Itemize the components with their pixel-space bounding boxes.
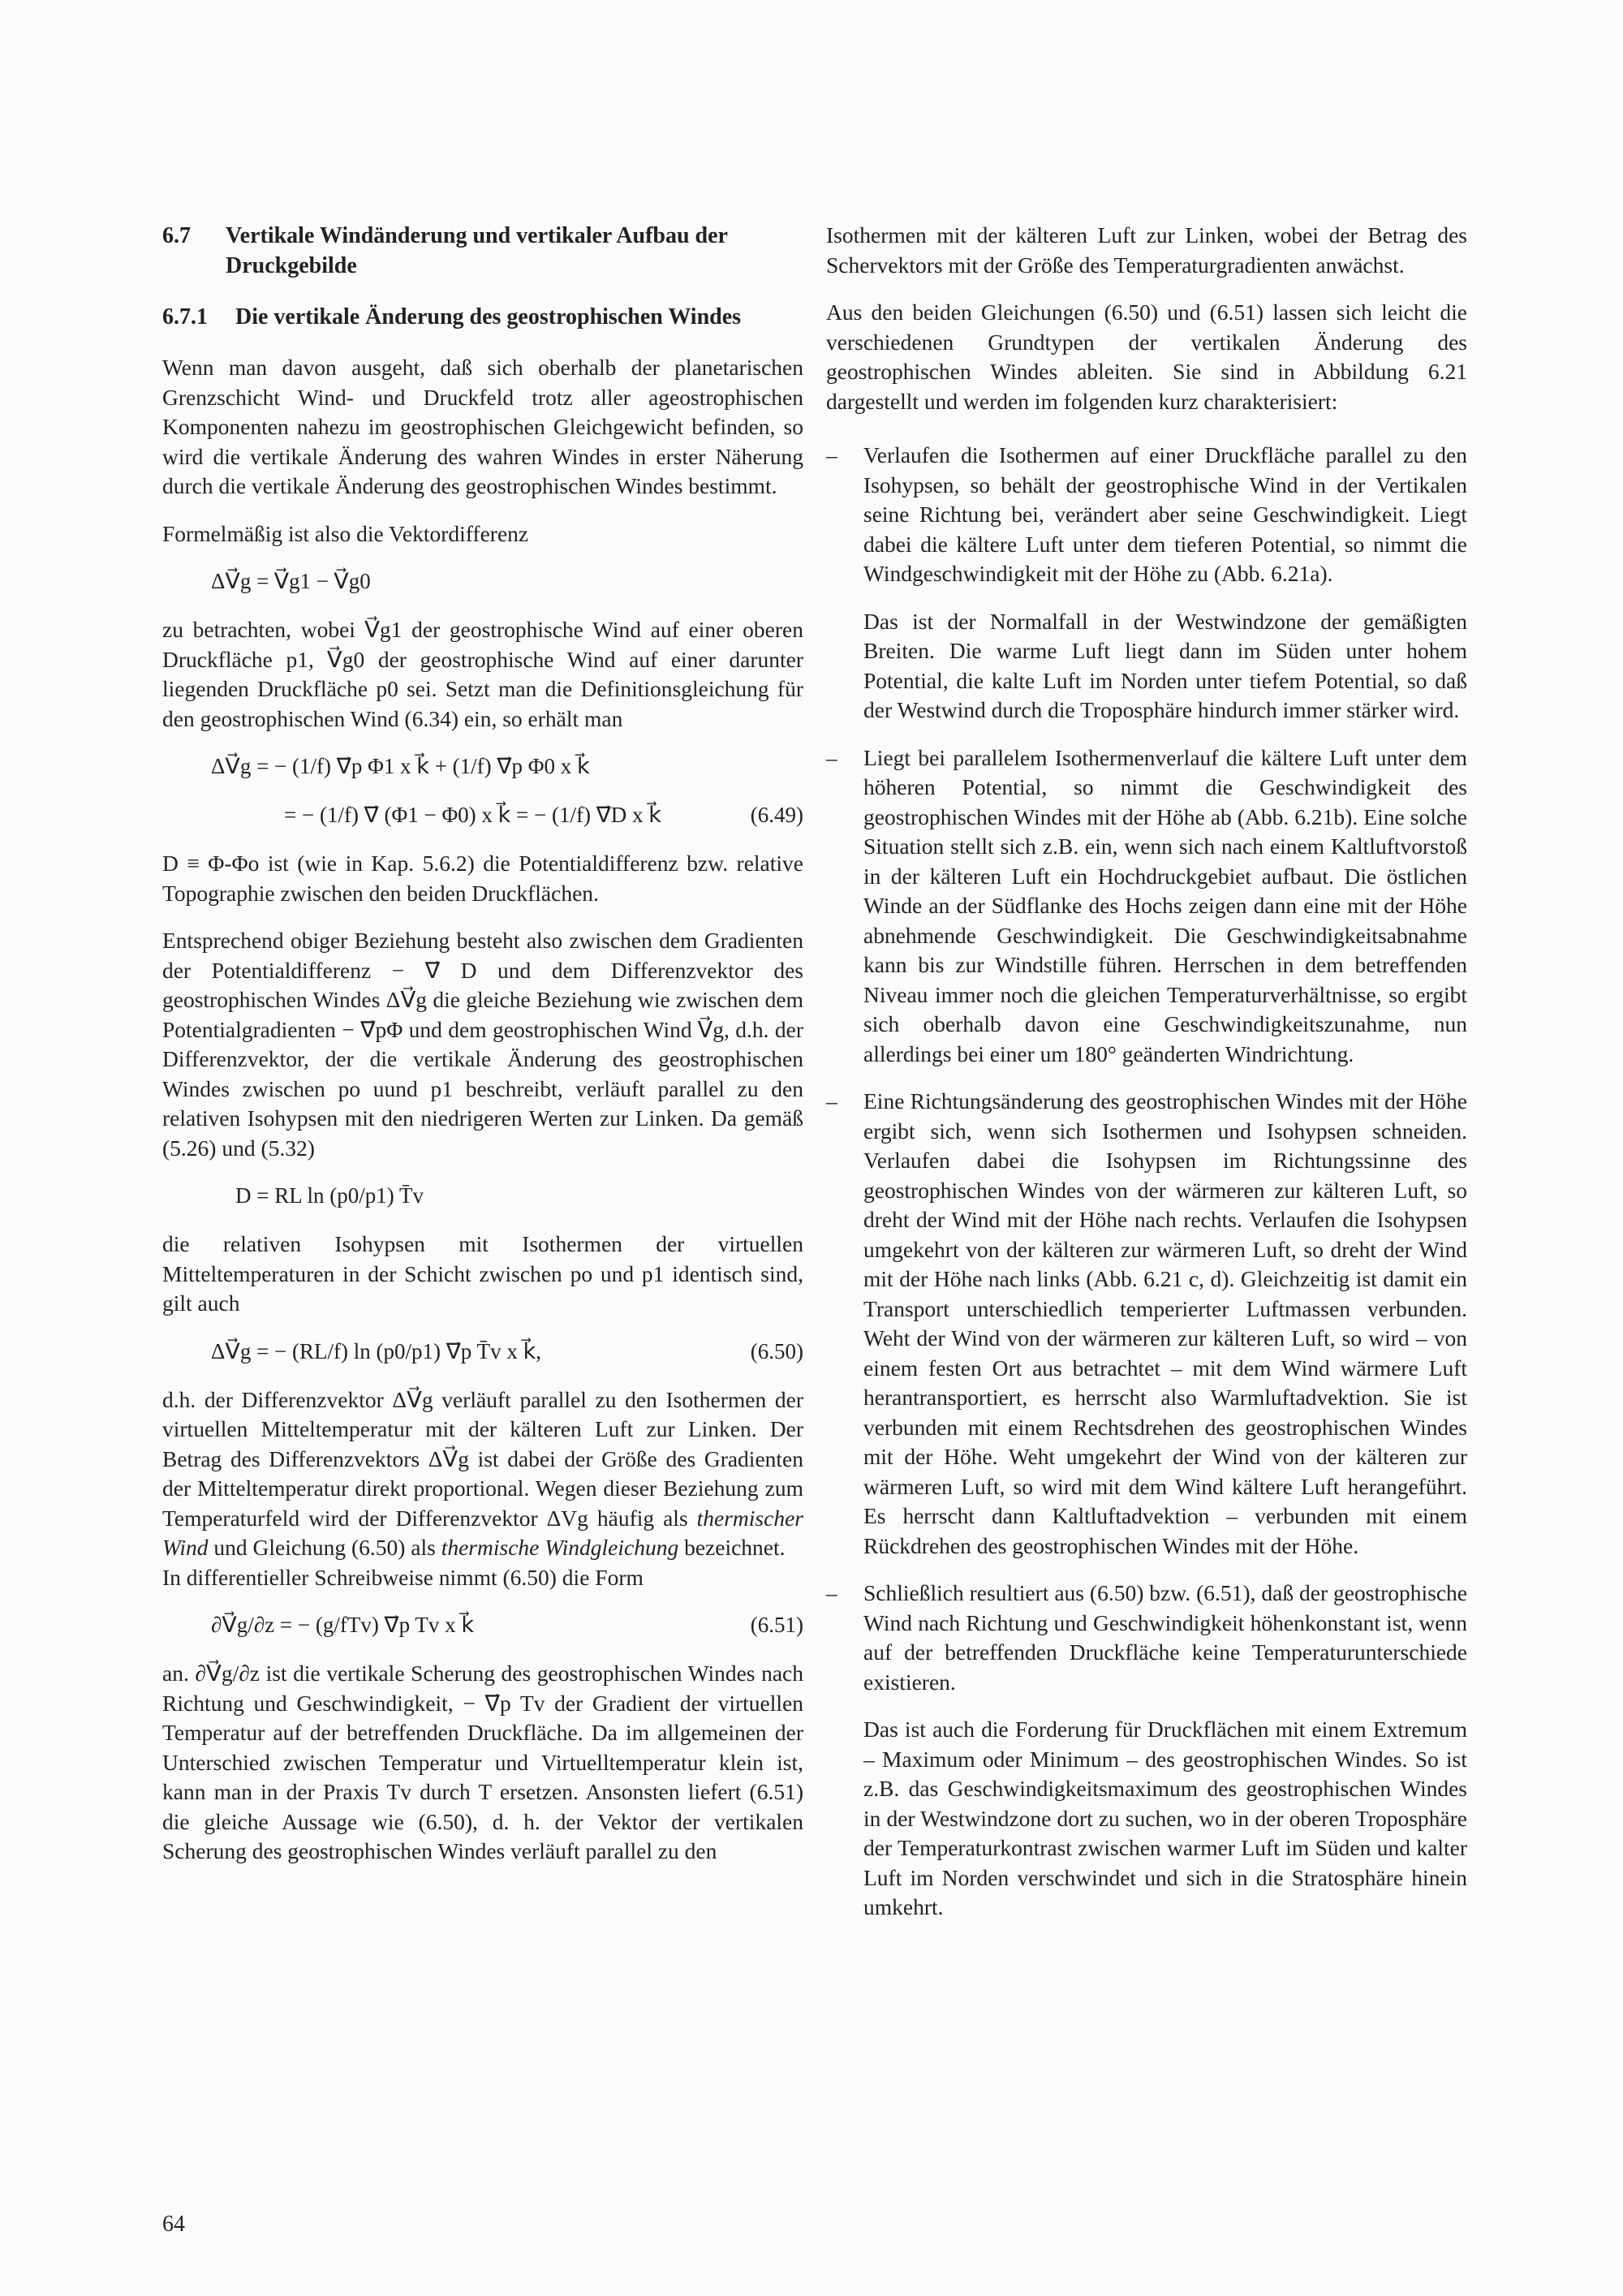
section-title: Vertikale Windänderung und vertikaler Aufbau der Druckgebilde — [226, 223, 728, 278]
list-item-text: Liegt bei parallelem Isothermenverlauf die kältere Luft unter dem höheren Potential, so nimmt die Geschwindigkeit des geostrophischen Windes mit der Höhe ab (Abb. 6.21b). Eine solche Situation stellt sich z.B. ein, wenn sich nach einem Kaltluftvorstoß in der kälteren Luft ein Hochdruckgebiet aufbaut. Die östlichen Winde an der Südflanke des Hochs zeigen dann eine mit der Höhe abnehmende Geschwindigkeit. Die Geschwindigkeitsabnahme kann bis zur Windstille führen. Herrschen in dem betreffenden Niveau immer noch die gleichen Temperaturverhältnisse, so ergibt sich oberhalb davon eine Geschwindigkeitszunahme, nun allerdings bei einer um 180° geänderten Windrichtung. — [863, 744, 1467, 1066]
equation — [162, 752, 803, 784]
paragraph: die relativen Isohypsen mit Isothermen der virtuellen Mitteltemperaturen in der Schicht zwischen po und p1 identisch sind, gilt auch — [162, 1231, 803, 1316]
list-item — [826, 1087, 1467, 1561]
equation — [162, 566, 803, 599]
equation-body: = − (1/f) ∇⃗ (Φ1 − Φ0) x k⃗ = − (1/f) ∇⃗D x k⃗ — [284, 803, 661, 827]
subsection-title: Die vertikale Änderung des geostrophischen Windes — [235, 304, 742, 330]
equation-number: (6.50) — [750, 1338, 803, 1363]
list-item-text: Schließlich resultiert aus (6.50) bzw. (6.51), daß der geostrophische Wind nach Richtung und Geschwindigkeit höhenkonstant ist, wenn auf der betreffenden Druckfläche keine Temperaturunterschiede existieren. — [863, 1580, 1467, 1695]
list-item — [826, 743, 1467, 1070]
term-thermal-wind: thermischer Wind — [162, 1505, 803, 1560]
equation-body: ΔV⃗g = − (RL/f) ln (p0/p1) ∇⃗p T̄v x k⃗, — [211, 1338, 541, 1363]
paragraph: Isothermen mit der kälteren Luft zur Linken, wobei der Betrag des Schervektors mit der Größe des Temperaturgradienten anwächst. — [826, 222, 1467, 278]
term-thermal-wind-equation: thermische Windgleichung — [441, 1535, 679, 1560]
section-heading — [162, 221, 803, 281]
list-item-text: Verlaufen die Isothermen auf einer Druckfläche parallel zu den Isohypsen, so behält der geostrophische Wind in der Vertikalen seine Richtung bei, verändert aber seine Geschwindigkeit. Liegt dabei die kältere Luft unter dem tieferen Potential, so nimmt die Windgeschwindigkeit mit der Höhe zu (Abb. 6.21a). — [863, 442, 1467, 586]
paragraph: In differentieller Schreibweise nimmt (6.50) die Form — [162, 1564, 644, 1590]
subsection-number: 6.7.1 — [162, 304, 208, 330]
paragraph: zu betrachten, wobei V⃗g1 der geostrophische Wind auf einer oberen Druckfläche p1, V⃗g0 der geostrophische Wind auf einer darunter liegenden Druckfläche p0 sei. Setzt man die Definitionsgleichung für den geostrophischen Wind (6.34) ein, so erhält man — [162, 617, 803, 731]
left-column — [162, 221, 803, 1885]
equation-body: ∂V⃗g/∂z = − (g/fTv) ∇⃗p Tv x k⃗ — [211, 1613, 475, 1637]
equation-number: (6.51) — [750, 1613, 803, 1637]
paragraph: D ≡ Φ-Φo ist (wie in Kap. 5.6.2) die Potentialdifferenz bzw. relative Topographie zwischen den beiden Druckflächen. — [162, 851, 803, 906]
list-item — [826, 441, 1467, 726]
paragraph: d.h. der Differenzvektor ΔV⃗g verläuft parallel zu den Isothermen der virtuellen Mitteltemperatur mit der kälteren Luft zur Linken. Der Betrag des Differenzvektors ΔV⃗g ist dabei der Größe des Gradienten der Mitteltemperatur direkt proportional. Wegen dieser Beziehung zum Temperaturfeld wird der Differenzvektor ΔVg häufig als thermischer Wind und Gleichung (6.50) als thermische Windgleichung bezeichnet. — [162, 1386, 803, 1560]
paragraph: Wenn man davon ausgeht, daß sich oberhalb der planetarischen Grenzschicht Wind- und Druckfeld trotz aller ageostrophischen Komponenten nahezu im geostrophischen Gleichgewicht befinden, so wird die vertikale Änderung des wahren Windes in erster Näherung durch die vertikale Änderung des geostrophischen Windes bestimmt. — [162, 355, 803, 498]
list-dash: – — [826, 442, 837, 467]
equation-body: ΔV⃗g = V⃗g1 − V⃗g0 — [211, 569, 371, 593]
paragraph: Aus den beiden Gleichungen (6.50) und (6.51) lassen sich leicht die verschiedenen Grundtypen der vertikalen Änderung des geostrophischen Windes ableiten. Sie sind in Abbildung 6.21 dargestellt und werden im folgenden kurz charakterisiert: — [826, 299, 1467, 414]
paragraph: an. ∂V⃗g/∂z ist die vertikale Scherung des geostrophischen Windes nach Richtung und Geschwindigkeit, − ∇⃗p Tv der Gradient der virtuellen Temperatur auf der betreffenden Druckfläche. Da im allgemeinen der Unterschied zwischen Temperatur und Virtuelltemperatur klein ist, kann man in der Praxis Tv durch T ersetzen. Ansonsten liefert (6.51) die gleiche Aussage wie (6.50), d. h. der Vektor der vertikalen Scherung des geostrophischen Windes verläuft parallel zu den — [162, 1661, 803, 1863]
paragraph: Entsprechend obiger Beziehung besteht also zwischen dem Gradienten der Potentialdifferenz − ∇⃗ D und dem Differenzvektor des geostrophischen Windes ΔV⃗g die gleiche Beziehung wie zwischen dem Potentialgradienten − ∇⃗pΦ und dem geostrophischen Wind V⃗g, d.h. der Differenzvektor, der die vertikale Änderung des geostrophischen Windes zwischen po uund p1 beschreibt, verläuft parallel zu den relativen Isohypsen mit den niedrigeren Werten zur Linken. Da gemäß (5.26) und (5.32) — [162, 928, 803, 1161]
equation — [162, 1337, 803, 1369]
equation — [162, 800, 803, 833]
list-dash: – — [826, 1580, 837, 1605]
equation — [162, 1181, 803, 1213]
equation — [162, 1610, 803, 1643]
list-item-text: Eine Richtungsänderung des geostrophischen Windes mit der Höhe ergibt sich, wenn sich Isothermen und Isohypsen schneiden. Verlaufen dabei die Isohypsen im Richtungssinne des geostrophischen Windes von der wärmeren zur kälteren Luft, so dreht der Wind mit der Höhe nach rechts. Verlaufen die Isohypsen umgekehrt von der kälteren zur wärmeren Luft, so dreht der Wind mit der Höhe nach links (Abb. 6.21 c, d). Gleichzeitig ist damit ein Transport unterschiedlich temperierter Luftmassen verbunden. Weht der Wind von der wärmeren zur kälteren Luft, so wird – von einem festen Ort aus betrachtet – mit dem Wind wärmere Luft herantransportiert, es herrscht also Warmluftadvektion. Sie ist verbunden mit einem Rechtsdrehen des geostrophischen Windes mit der Höhe. Weht umgekehrt der Wind von der kälteren zur wärmeren Luft, so wird mit dem Wind kältere Luft herangeführt. Es herrscht dann Kaltluftadvektion – verbunden mit einem Rückdrehen des geostrophischen Windes mit der Höhe. — [863, 1088, 1467, 1558]
paragraph: Formelmäßig ist also die Vektordifferenz — [162, 520, 529, 546]
list-dash: – — [826, 1088, 837, 1114]
equation-body: ΔV⃗g = − (1/f) ∇⃗p Φ1 x k⃗ + (1/f) ∇⃗p Φ0 x k⃗ — [211, 754, 590, 778]
equation-body: D = RL ln (p0/p1) T̄v — [235, 1183, 424, 1208]
equation-number: (6.49) — [750, 803, 803, 827]
right-column — [826, 221, 1467, 1941]
list-item-text: Das ist der Normalfall in der Westwindzone der gemäßigten Breiten. Die warme Luft liegt dann im Süden unter hohem Potential, die kalte Luft im Norden unter tiefem Potential, so daß der Westwind durch die Troposphäre hindurch immer stärker wird. — [863, 608, 1467, 722]
case-list — [826, 441, 1467, 1923]
page-number: 64 — [162, 2212, 185, 2237]
list-item — [826, 1579, 1467, 1923]
section-number: 6.7 — [162, 223, 191, 248]
subsection-heading — [162, 302, 803, 332]
list-dash: – — [826, 744, 837, 770]
list-item-text: Das ist auch die Forderung für Druckflächen mit einem Extremum – Maximum oder Minimum – des geostrophischen Windes. So ist z.B. das Geschwindigkeitsmaximum des geostrophischen Windes in der Westwindzone dort zu suchen, wo in der oberen Troposphäre der Temperaturkontrast zwischen warmer Luft im Süden und kalter Luft im Norden verschwindet und sich in die Stratosphäre hinein umkehrt. — [863, 1717, 1467, 1919]
